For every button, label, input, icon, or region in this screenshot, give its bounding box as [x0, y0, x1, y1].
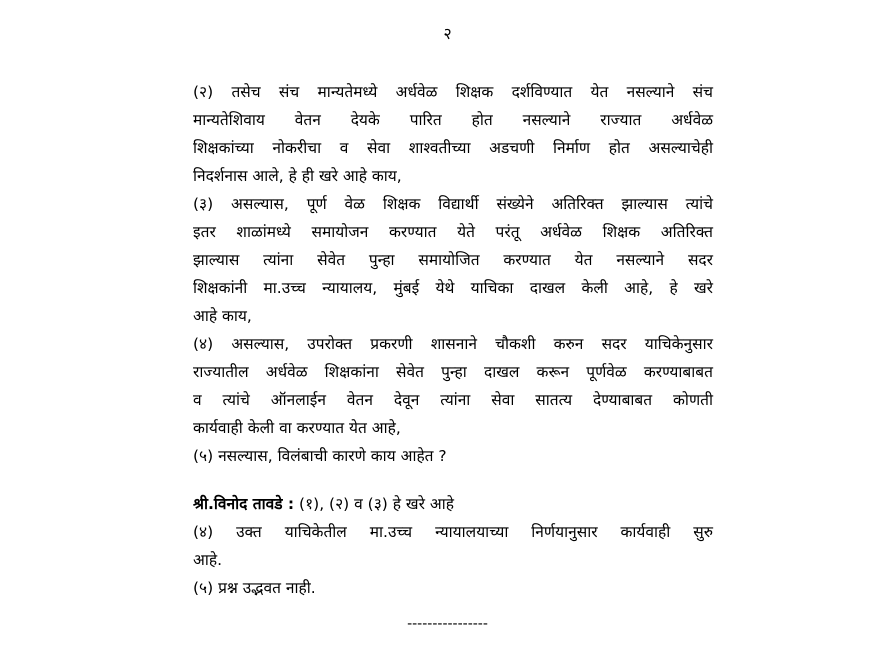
text-line: राज्यातील अर्धवेळ शिक्षकांना सेवेत पुन्हा दाखल करून पूर्णवेळ करण्याबाबत — [193, 363, 713, 381]
answer-intro — [193, 490, 713, 518]
text-line: झाल्यास त्यांना सेवेत पुन्हा समायोजित करण्यात येत नसल्याने सदर — [193, 251, 713, 269]
question-part-3 — [193, 190, 713, 330]
answer-part-5 — [193, 574, 713, 602]
answer-speaker: श्री.विनोद तावडे : — [193, 495, 295, 513]
text-line: इतर शाळांमध्ये समायोजन करण्यात येते परंतू अर्धवेळ शिक्षक अतिरिक्त — [193, 223, 713, 241]
question-part-4 — [193, 330, 713, 442]
text-line: शिक्षकांच्या नोकरीचा व सेवा शाश्वतीच्या अडचणी निर्माण होत असल्याचेही — [193, 139, 713, 157]
text-line: कार्यवाही केली वा करण्यात येत आहे, — [193, 419, 401, 437]
text-line: आहे काय, — [193, 307, 252, 325]
text-line: मान्यतेशिवाय वेतन देयके पारित होत नसल्याने राज्यात अर्धवेळ — [193, 111, 713, 129]
text-line: निदर्शनास आले, हे ही खरे आहे काय, — [193, 167, 402, 185]
text-line: (४) उक्त याचिकेतील मा.उच्च न्यायालयाच्या निर्णयानुसार कार्यवाही सुरु — [193, 523, 713, 541]
text-line: (५) नसल्यास, विलंबाची कारणे काय आहेत ? — [193, 447, 447, 465]
question-part-5 — [193, 442, 713, 470]
text-line: (२) तसेच संच मान्यतेमध्ये अर्धवेळ शिक्षक दर्शविण्यात येत नसल्याने संच — [193, 83, 713, 101]
text-line: आहे. — [193, 551, 222, 569]
end-separator: ---------------- — [407, 616, 488, 632]
answer-first-line: (१), (२) व (३) हे खरे आहे — [294, 495, 454, 513]
document-body — [193, 78, 713, 602]
text-line: शिक्षकांनी मा.उच्च न्यायालय, मुंबई येथे याचिका दाखल केली आहे, हे खरे — [193, 279, 713, 297]
question-part-2 — [193, 78, 713, 190]
text-line: (३) असल्यास, पूर्ण वेळ शिक्षक विद्यार्थी संख्येने अतिरिक्त झाल्यास त्यांचे — [193, 195, 713, 213]
spacer — [193, 470, 713, 490]
text-line: (४) असल्यास, उपरोक्त प्रकरणी शासनाने चौकशी करुन सदर याचिकेनुसार — [193, 335, 713, 353]
text-line: (५) प्रश्न उद्भवत नाही. — [193, 579, 316, 597]
page-number: २ — [443, 24, 452, 43]
text-line — [193, 490, 713, 518]
text-line: व त्यांचे ऑनलाईन वेतन देवून त्यांना सेवा सातत्य देण्याबाबत कोणती — [193, 391, 713, 409]
answer-part-4 — [193, 518, 713, 574]
